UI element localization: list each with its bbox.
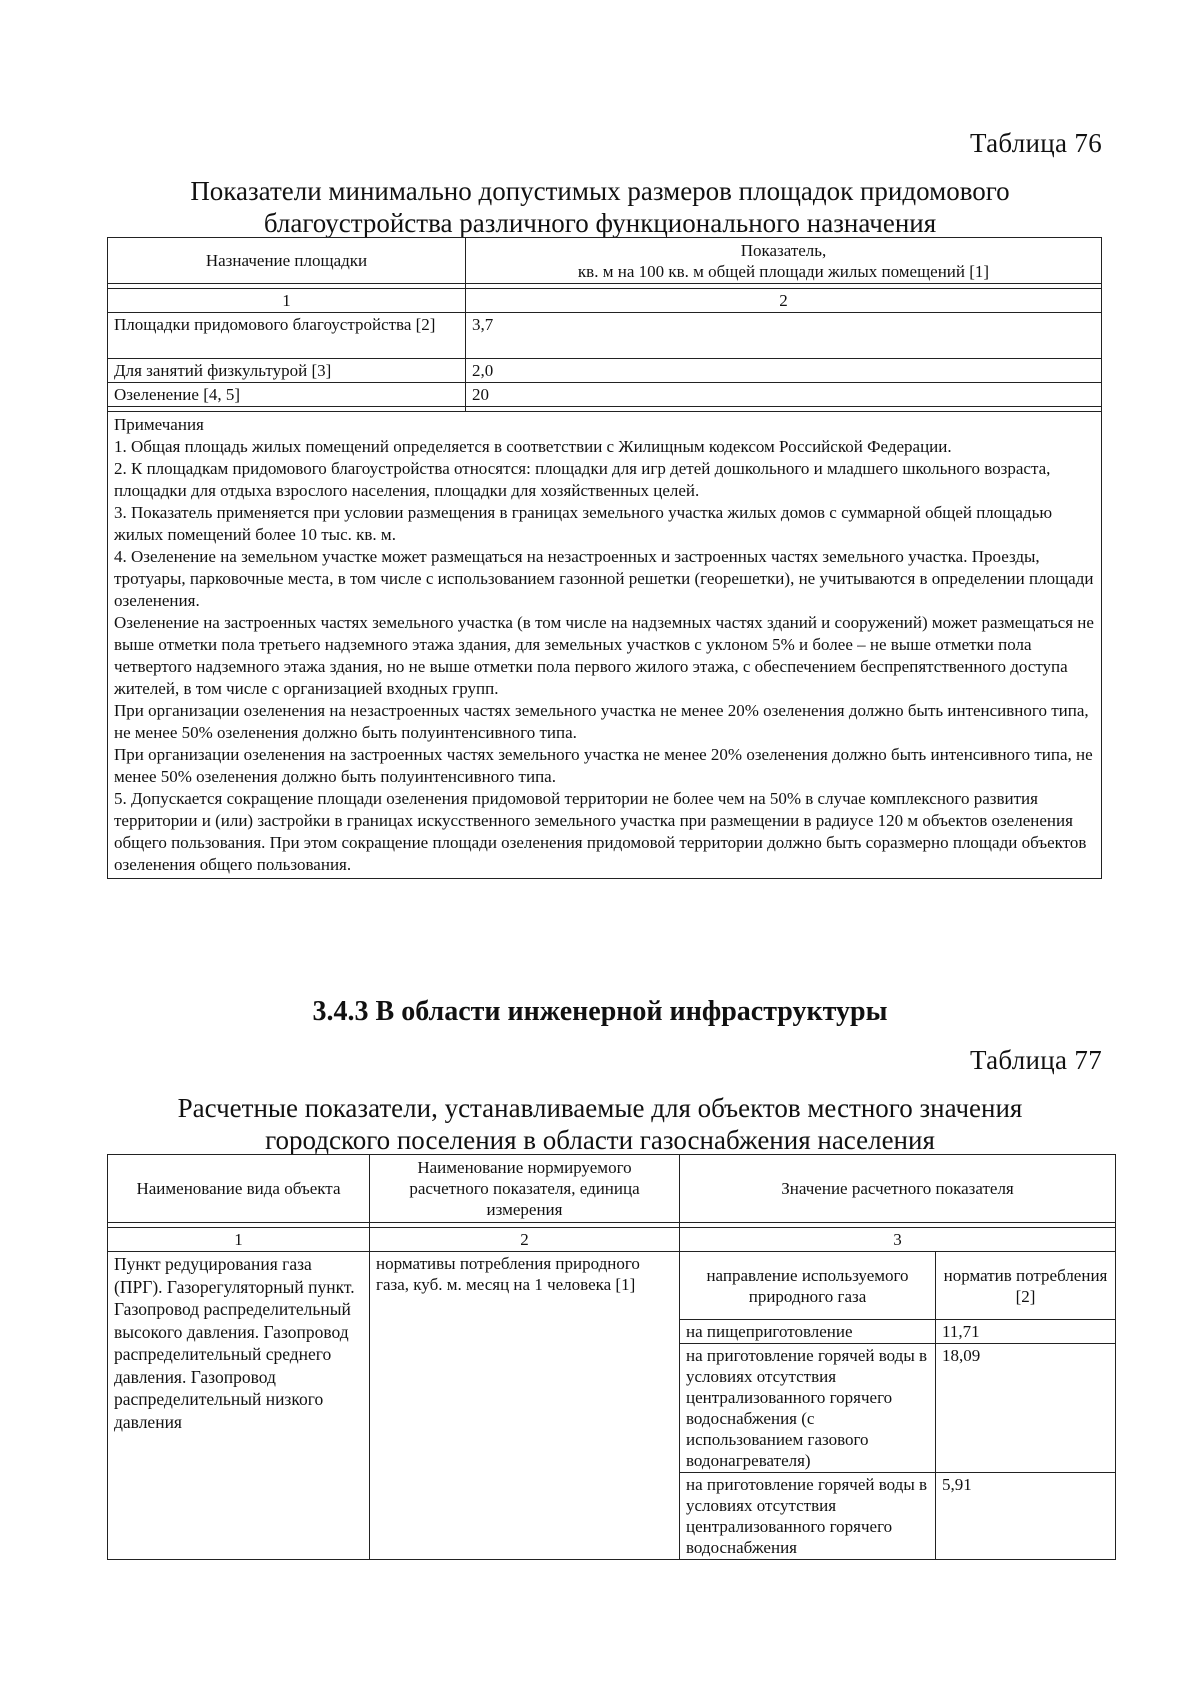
table-76-header-row (108, 238, 1102, 284)
table-77-indicator: нормативы потребления природного газа, куб. м. месяц на 1 человека [1] (370, 1252, 680, 1560)
note-item: Озеленение на застроенных частях земельного участка (в том числе на надземных частях зданий и сооружений) может размещаться не выше отметки пола третьего надземного этажа здания, для земельных участков с уклоном 5% и более – не выше отметки пола четвертого надземного этажа здания, но не выше отметки пола первого жилого этажа, с обеспечением беспрепятственного доступа жителей, в том числе с организацией входных групп. (114, 613, 1094, 698)
table-77-number: Таблица 77 (970, 1045, 1102, 1075)
table-row (108, 1252, 1116, 1320)
table-76-row-value: 2,0 (466, 359, 1102, 383)
table-77-colnum1: 1 (108, 1228, 370, 1252)
table-77-header-col3: Значение расчетного показателя (680, 1155, 1116, 1223)
table-77-object-type: Пункт редуцирования газа (ПРГ). Газорегуляторный пункт. Газопровод распределительный высокого давления. Газопровод распределительный среднего давления. Газопровод распределительный низкого давления (108, 1252, 370, 1560)
table-77-norm: 18,09 (936, 1344, 1116, 1473)
table-76 (107, 237, 1102, 879)
table-76-colnum1: 1 (108, 289, 466, 313)
table-76-number: Таблица 76 (970, 128, 1102, 158)
table-77-direction: на приготовление горячей воды в условиях отсутствия централизованного горячего водоснабжения (с использованием газового водонагревателя) (680, 1344, 936, 1473)
table-row (108, 313, 1102, 359)
table-77 (107, 1154, 1116, 1560)
table-76-row-name: Площадки придомового благоустройства [2] (108, 313, 466, 359)
table-77-colnum-row (108, 1228, 1116, 1252)
table-76-colnum2: 2 (466, 289, 1102, 313)
table-76-caption-line2: благоустройства различного функционального назначения (263, 208, 937, 238)
table-76-header-col2-line1: Показатель, (740, 240, 827, 260)
table-77-norm: 5,91 (936, 1473, 1116, 1560)
table-77-direction: на приготовление горячей воды в условиях отсутствия централизованного горячего водоснабжения (680, 1473, 936, 1560)
note-item: При организации озеленения на незастроенных частях земельного участка не менее 20% озеленения должно быть интенсивного типа, не менее 50% озеленения должно быть полуинтенсивного типа. (114, 701, 1089, 742)
table-76-caption (100, 175, 1100, 239)
table-76-header-col2 (466, 238, 1102, 284)
table-77-header-row (108, 1155, 1116, 1223)
table-77-direction: на пищеприготовление (680, 1320, 936, 1344)
table-77-subheader-norm: норматив потребления [2] (936, 1252, 1116, 1320)
table-77-caption-line2: городского поселения в области газоснабжения населения (265, 1125, 935, 1155)
note-item: 2. К площадкам придомового благоустройства относятся: площадки для игр детей дошкольного и младшего школьного возраста, площадки для отдыха взрослого населения, площадки для хозяйственных целей. (114, 459, 1051, 500)
table-77-header-col1: Наименование вида объекта (108, 1155, 370, 1223)
table-76-notes (108, 412, 1102, 879)
section-heading: 3.4.3 В области инженерной инфраструктуры (312, 996, 888, 1027)
table-77-caption-line1: Расчетные показатели, устанавливаемые для объектов местного значения (177, 1093, 1023, 1123)
note-item: 1. Общая площадь жилых помещений определяется в соответствии с Жилищным кодексом Российской Федерации. (114, 437, 952, 456)
note-item: 3. Показатель применяется при условии размещения в границах земельного участка жилых домов с суммарной общей площадью жилых помещений более 10 тыс. кв. м. (114, 503, 1053, 544)
table-76-row-name: Для занятий физкультурой [3] (108, 359, 466, 383)
table-76-notes-row (108, 412, 1102, 879)
table-76-colnum-row (108, 289, 1102, 313)
table-76-row-name: Озеленение [4, 5] (108, 383, 466, 407)
table-77-header-col2: Наименование нормируемого расчетного показателя, единица измерения (370, 1155, 680, 1223)
note-item: 4. Озеленение на земельном участке может размещаться на незастроенных и застроенных частях земельного участка. Проезды, тротуары, парковочные места, в том числе с использованием газонной решетки (георешетки), не учитываются в определении площади озеленения. (114, 547, 1094, 610)
table-77-colnum2: 2 (370, 1228, 680, 1252)
table-76-row-value: 20 (466, 383, 1102, 407)
table-77-colnum3: 3 (680, 1228, 1116, 1252)
table-row (108, 359, 1102, 383)
note-item: При организации озеленения на застроенных частях земельного участка не менее 20% озеленения должно быть интенсивного типа, не менее 50% озеленения должно быть полуинтенсивного типа. (114, 745, 1093, 786)
table-77-subheader-direction: направление используемого природного газа (680, 1252, 936, 1320)
table-76-header-col2-line2: кв. м на 100 кв. м общей площади жилых помещений [1] (577, 261, 990, 281)
table-row (108, 383, 1102, 407)
table-77-caption (100, 1092, 1100, 1156)
table-76-caption-line1: Показатели минимально допустимых размеров площадок придомового (190, 176, 1010, 206)
table-76-row-value: 3,7 (466, 313, 1102, 359)
note-item: 5. Допускается сокращение площади озеленения придомовой территории не более чем на 50% в случае комплексного развития территории и (или) застройки в границах искусственного земельного участка при размещении в радиусе 120 м объектов озеленения общего пользования. При этом сокращение площади озеленения придомовой территории должно быть соразмерно площади объектов озеленения общего пользования. (114, 789, 1087, 874)
notes-title: Примечания (114, 415, 204, 434)
table-76-header-col1: Назначение площадки (108, 238, 466, 284)
table-77-norm: 11,71 (936, 1320, 1116, 1344)
